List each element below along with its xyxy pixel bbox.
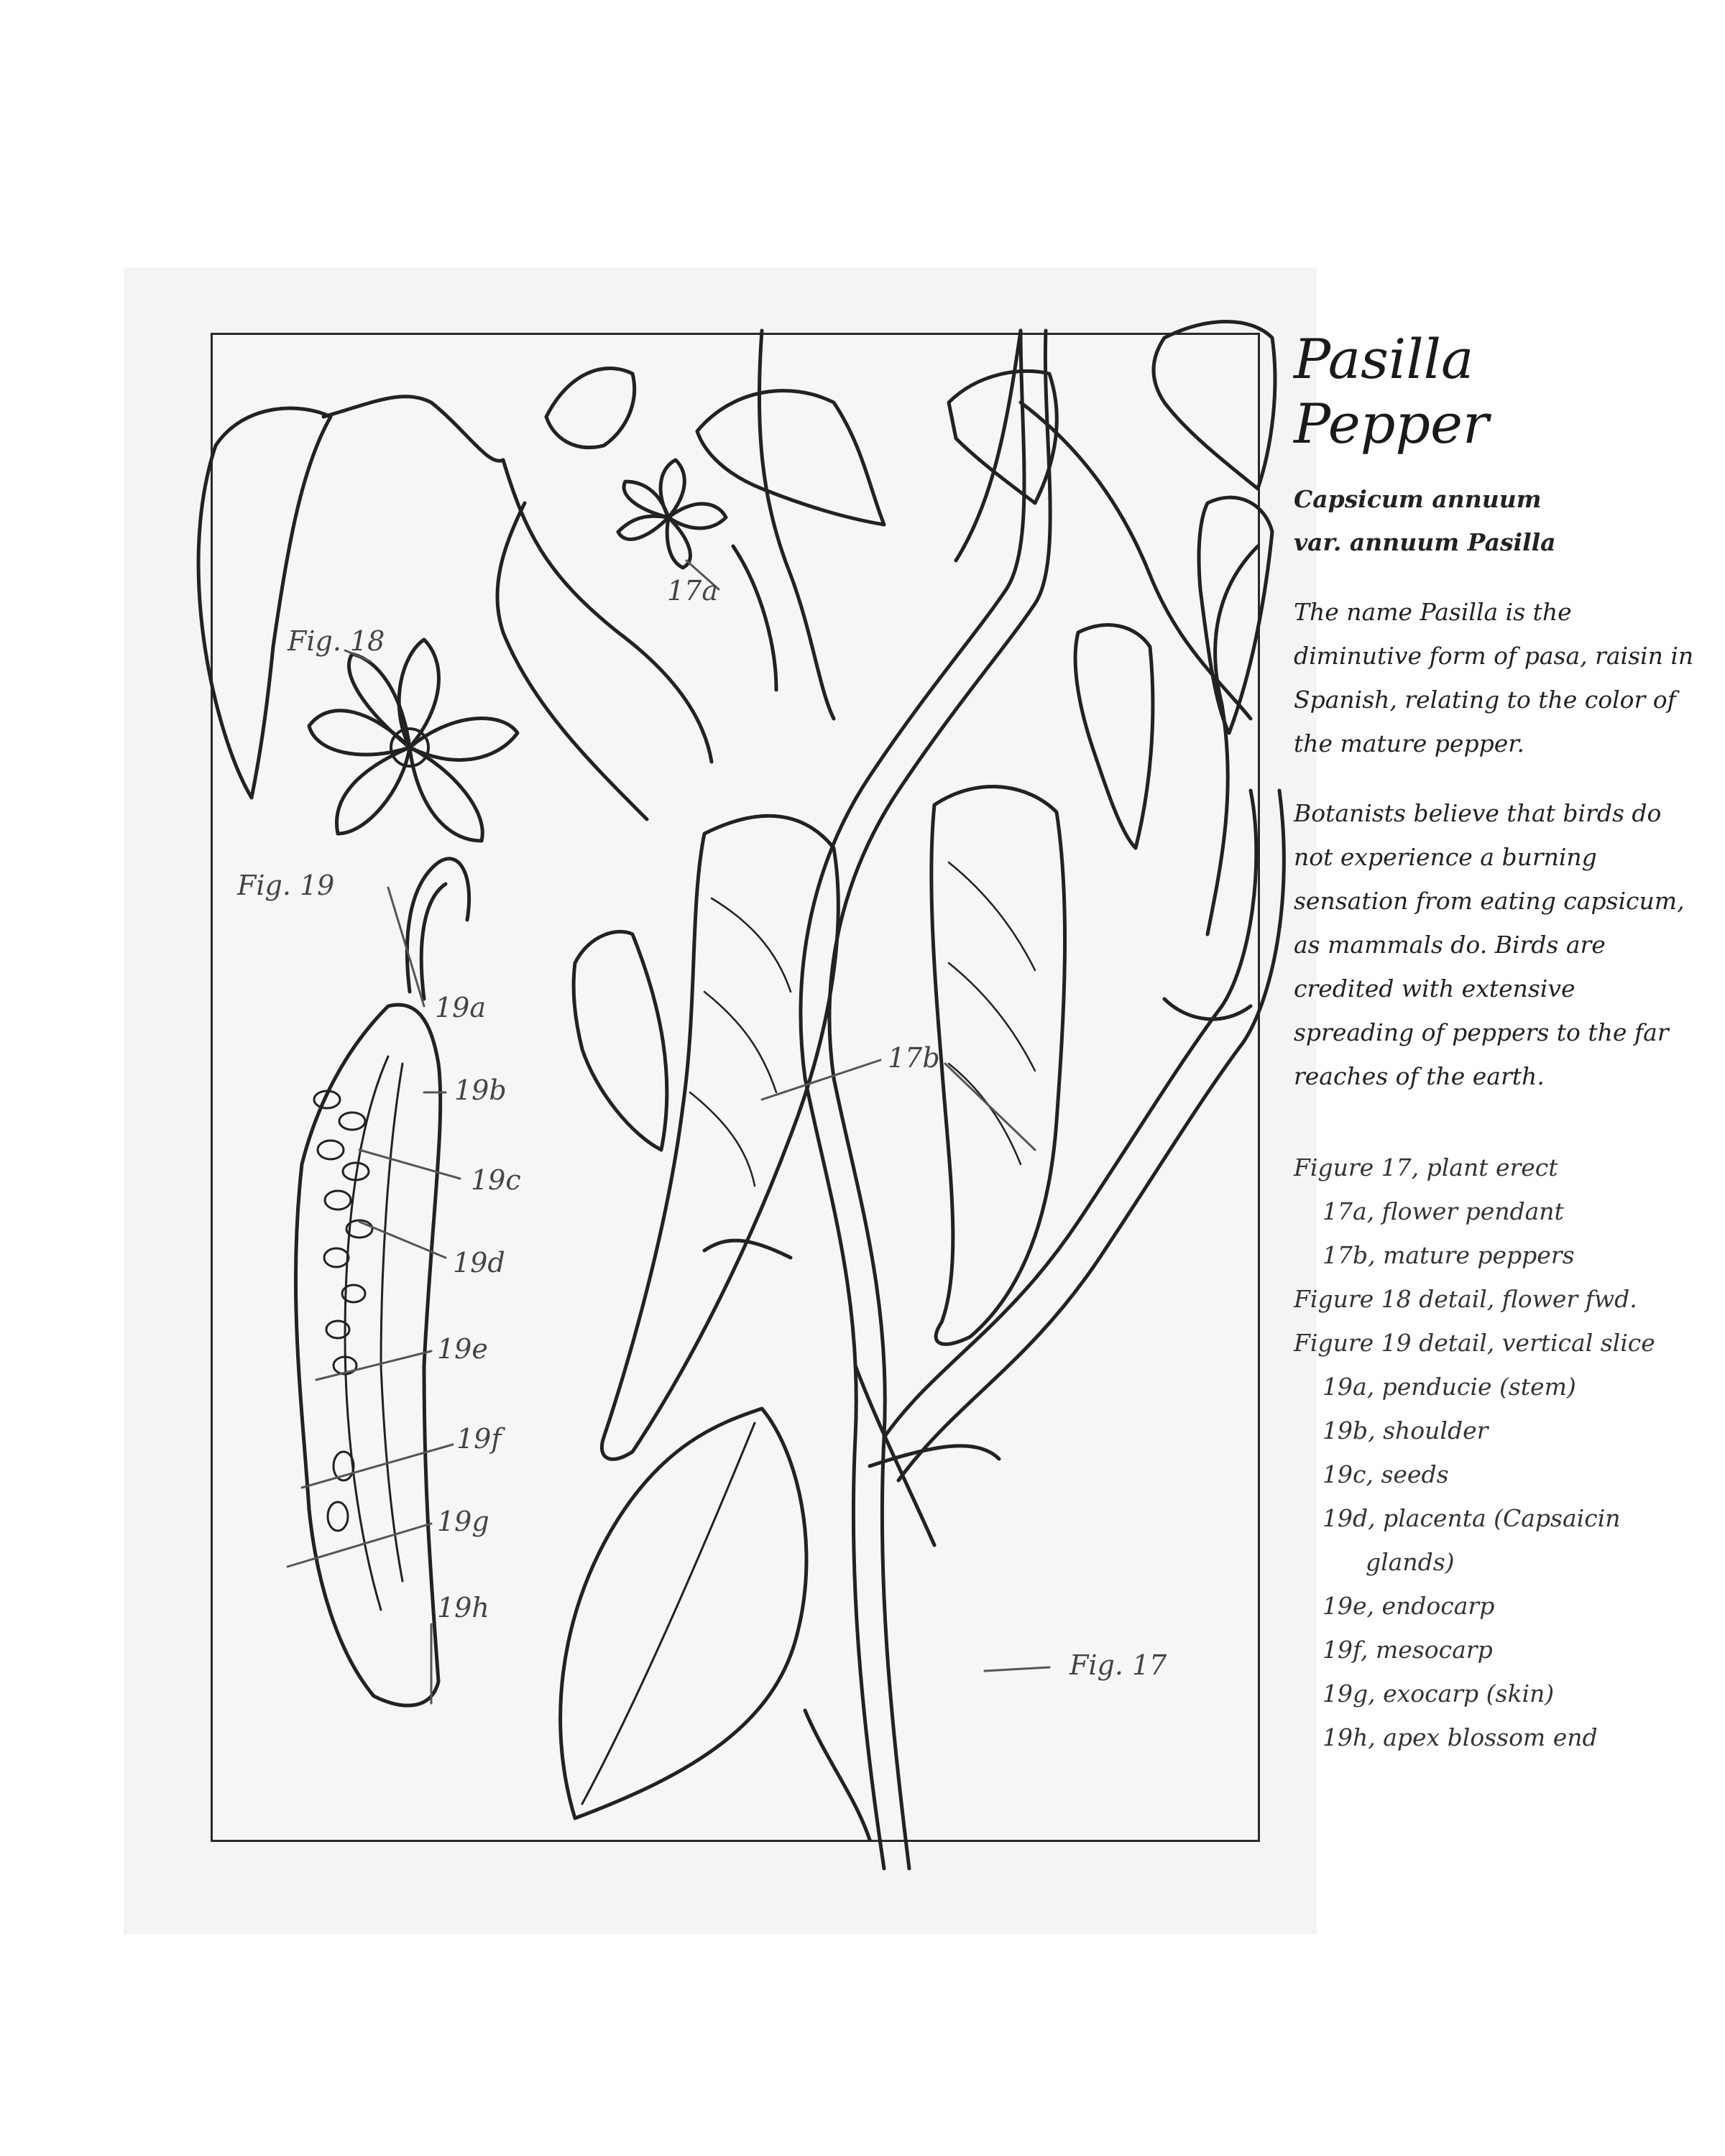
label-fig17: Fig. 17 (1070, 1649, 1167, 1681)
page-title: Pasilla Pepper (1294, 327, 1489, 456)
legend-item: 19b, shoulder (1322, 1416, 1489, 1445)
description-paragraph-2: Botanists believe that birds do not experience a burning sensation from eating capsicum, as mammals do. Birds are credited with extensive spreading of peppers to the far reaches of the earth. (1294, 799, 1685, 1090)
plant-stem (497, 331, 1284, 1869)
legend-item: 19f, mesocarp (1322, 1636, 1493, 1664)
leaf-top-center (697, 391, 884, 525)
legend-item: 19d, placenta (Capsaicin (1322, 1504, 1621, 1532)
pepper-mature-left (602, 816, 838, 1459)
leaf-top-right (1154, 322, 1275, 489)
pepper-right-upper (1075, 625, 1153, 848)
legend-item: 17b, mature peppers (1322, 1241, 1575, 1269)
legend-item: 17a, flower pendant (1322, 1197, 1564, 1225)
label-19e: 19e (437, 1333, 488, 1365)
label-17a: 17a (667, 575, 719, 607)
flower-fig18 (309, 640, 518, 841)
pepper-slice-fig19 (295, 859, 469, 1705)
legend-item: 19g, exocarp (skin) (1322, 1680, 1555, 1708)
description-panel (1294, 327, 1696, 1759)
legend-item: Figure 19 detail, vertical slice (1294, 1329, 1655, 1357)
pepper-pendant-left (198, 408, 331, 798)
label-19a: 19a (435, 992, 487, 1023)
scientific-name: Capsicum annuum var. annuum Pasilla (1294, 485, 1556, 556)
label-19c: 19c (471, 1164, 521, 1196)
label-19h: 19h (437, 1592, 489, 1623)
label-17b: 17b (888, 1042, 940, 1074)
description-paragraph-1: The name Pasilla is the diminutive form of pasa, raisin in Spanish, relating to the color of the mature pepper. (1294, 598, 1694, 757)
legend-item: 19c, seeds (1322, 1460, 1449, 1488)
legend-item: Figure 18 detail, flower fwd. (1294, 1285, 1637, 1313)
flower-17a (618, 460, 726, 568)
label-19d: 19d (453, 1247, 505, 1279)
label-19f: 19f (456, 1423, 502, 1455)
leaf-upper-left-small (546, 369, 635, 448)
figure-legend (1294, 1146, 1696, 1759)
label-fig18: Fig. 18 (288, 625, 385, 657)
legend-item: 19e, endocarp (1322, 1592, 1495, 1620)
label-19b: 19b (454, 1074, 507, 1106)
pepper-right-side (1199, 497, 1272, 733)
leaf-bottom (561, 1409, 806, 1818)
seeds-fig19 (314, 1091, 372, 1531)
label-fig19: Fig. 19 (237, 870, 335, 901)
label-19g: 19g (437, 1506, 489, 1537)
legend-item: glands) (1366, 1548, 1455, 1576)
leaf-mid-left (574, 931, 667, 1150)
legend-item: 19a, penducie (stem) (1322, 1373, 1576, 1401)
legend-item: 19h, apex blossom end (1322, 1723, 1598, 1751)
legend-item: Figure 17, plant erect (1294, 1153, 1558, 1181)
